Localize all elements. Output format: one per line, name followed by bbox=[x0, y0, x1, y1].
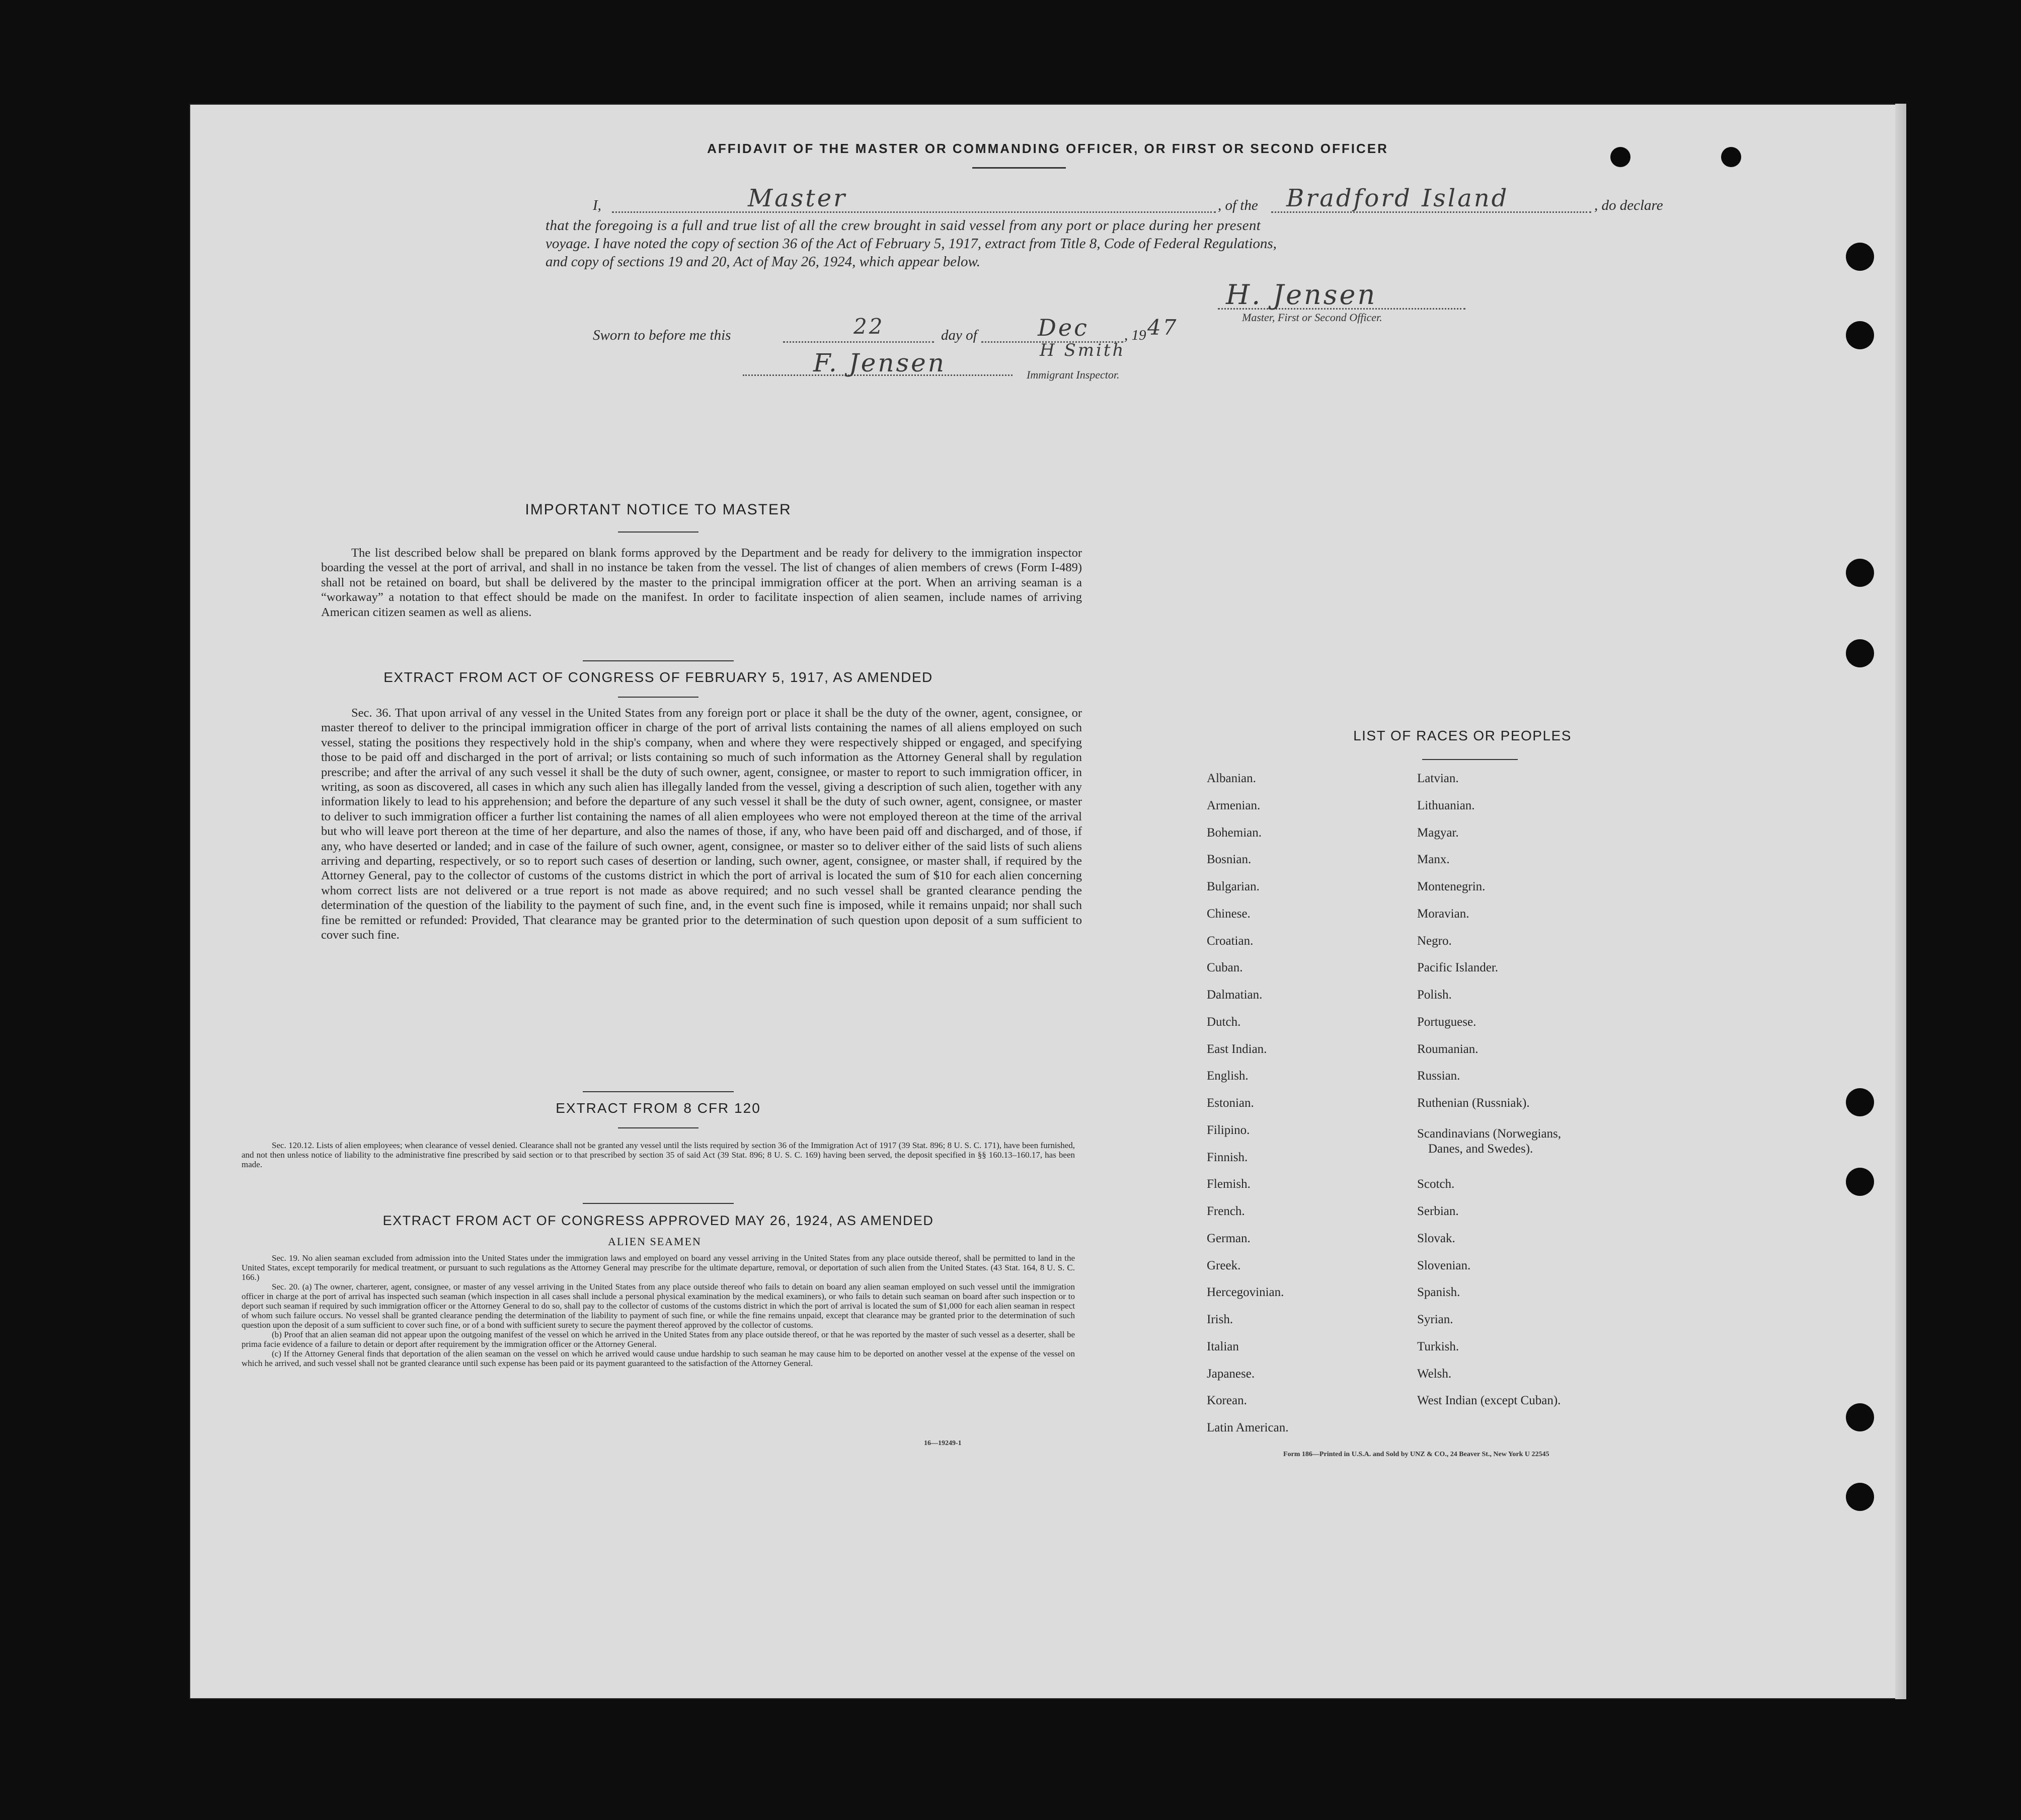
race-item: French. bbox=[1207, 1204, 1245, 1218]
title-rule bbox=[972, 167, 1066, 169]
extract-8cfr-text: Sec. 120.12. Lists of alien employees; when clearance of vessel denied. Clearance shall not be granted any vessel until the lists required by section 36 of the Immigration Act of 1917 (39 Stat. 896; 8 U. S. C. 171), have been furnished, and not then unless notice of liability to the administrative fine prescribed by said section or to that prescribed by section 35 of said Act (39 Stat. 896; 8 U. S. C. 169) having been served, the deposit specified in §§ 160.13–160.17, has been made. bbox=[242, 1141, 1075, 1169]
master-caption: Master, First or Second Officer. bbox=[1242, 311, 1382, 324]
extract-1924-title: EXTRACT FROM ACT OF CONGRESS APPROVED MAY 26, 1924, AS AMENDED bbox=[382, 1213, 934, 1228]
race-item: Greek. bbox=[1207, 1259, 1241, 1272]
race-item: Moravian. bbox=[1417, 907, 1469, 921]
day-line bbox=[783, 341, 934, 343]
race-item: Syrian. bbox=[1417, 1313, 1453, 1326]
race-item: Roumanian. bbox=[1417, 1042, 1479, 1056]
affidavit-line-3: voyage. I have noted the copy of section 36 of the Act of February 5, 1917, extract from Title 8, Code of Federal Regulations, bbox=[546, 236, 1277, 252]
race-item: Serbian. bbox=[1417, 1204, 1459, 1218]
extract-8cfr-title: EXTRACT FROM 8 CFR 120 bbox=[556, 1100, 761, 1116]
race-item: English. bbox=[1207, 1069, 1249, 1083]
punch-hole bbox=[1846, 243, 1874, 271]
notice-body: The list described below shall be prepared on blank forms approved by the Department and be ready for delivery to the immigration inspector boarding the vessel at the port of arrival, and shall in no instance be taken from the vessel. The list of changes of alien members of crews (Form I-489) shall not be retained on board, but shall be delivered by the master to the principal immigration officer at the port. When an arriving seaman is a “workaway” a notation to that effect should be made on the manifest. In order to facilitate inspection of alien seamen, include names of arriving American citizen seamen as well as aliens. bbox=[321, 546, 1082, 619]
race-item: Danes, and Swedes). bbox=[1428, 1142, 1533, 1156]
affidavit-i-label: I, bbox=[593, 197, 601, 213]
affidavit-title: AFFIDAVIT OF THE MASTER OR COMMANDING OFFICER, OR FIRST OR SECOND OFFICER bbox=[707, 141, 1388, 156]
race-item: Welsh. bbox=[1417, 1367, 1452, 1381]
race-item: Polish. bbox=[1417, 988, 1452, 1002]
extract-1917-title: EXTRACT FROM ACT OF CONGRESS OF FEBRUARY 5, 1917, AS AMENDED bbox=[383, 669, 933, 685]
race-item: Bosnian. bbox=[1207, 853, 1252, 866]
race-item: Armenian. bbox=[1207, 799, 1261, 812]
extract-1924-sec19: Sec. 19. No alien seaman excluded from admission into the United States under the immigration laws and employed on board any vessel arriving in the United States from any place outside thereof, shall be permitted to land in the United States, except temporarily for medical treatment, or pursuant to such regulations as the Attorney General may prescribe for the ultimate departure, removal, or deportation of such alien from the United States. (43 Stat. 164, 8 U. S. C. 166.) bbox=[242, 1253, 1075, 1282]
race-item: Hercegovinian. bbox=[1207, 1285, 1284, 1299]
extract-1917-end-rule bbox=[583, 1091, 734, 1092]
races-rule bbox=[1422, 759, 1518, 760]
month-field[interactable]: Dec bbox=[1038, 314, 1089, 341]
extract-1924-code: 16—19249-1 bbox=[924, 1439, 962, 1447]
day-of-label: day of bbox=[941, 327, 977, 343]
notice-end-rule bbox=[583, 660, 734, 661]
inspector-initials: H Smith bbox=[1040, 340, 1126, 360]
punch-hole bbox=[1846, 1168, 1874, 1196]
race-item: Lithuanian. bbox=[1417, 799, 1475, 812]
vessel-name-field[interactable]: Bradford Island bbox=[1286, 184, 1509, 212]
races-title: LIST OF RACES OR PEOPLES bbox=[1353, 728, 1572, 743]
race-item: Japanese. bbox=[1207, 1367, 1255, 1381]
master-signature: H. Jensen bbox=[1226, 279, 1377, 311]
do-declare-label: , do declare bbox=[1594, 197, 1663, 213]
race-item: Turkish. bbox=[1417, 1340, 1459, 1353]
race-item: Portuguese. bbox=[1417, 1015, 1476, 1029]
inspector-caption: Immigrant Inspector. bbox=[1027, 368, 1120, 381]
race-item: Negro. bbox=[1417, 934, 1452, 948]
of-the-label: , of the bbox=[1218, 197, 1258, 213]
extract-1917-rule bbox=[618, 697, 698, 698]
race-item: Latin American. bbox=[1207, 1421, 1289, 1434]
race-item: Pacific Islander. bbox=[1417, 961, 1499, 974]
race-item: Bulgarian. bbox=[1207, 880, 1260, 893]
race-item: Bohemian. bbox=[1207, 826, 1262, 840]
race-item: Ruthenian (Russniak). bbox=[1417, 1096, 1530, 1110]
race-item: Albanian. bbox=[1207, 772, 1256, 785]
extract-1924-subtitle: ALIEN SEAMEN bbox=[608, 1235, 702, 1248]
race-item: Manx. bbox=[1417, 853, 1450, 866]
extract-8cfr-body bbox=[242, 1141, 1075, 1169]
race-item: Slovak. bbox=[1417, 1232, 1455, 1245]
document-page bbox=[189, 104, 1906, 1699]
extract-1924-sec20c: (c) If the Attorney General finds that deportation of the alien seaman on the vessel on which he arrived would cause undue hardship to such seaman he may cause him to be deported on another vessel at the expense of the vessel on which he arrived, and such vessel shall not be granted clearance until such expense has been paid or its payment guaranteed to the satisfaction of the Attorney General. bbox=[242, 1349, 1075, 1368]
race-item: Cuban. bbox=[1207, 961, 1243, 974]
affidavit-line-2: that the foregoing is a full and true list of all the crew brought in said vessel from any port or place during her present bbox=[546, 217, 1261, 234]
race-item: West Indian (except Cuban). bbox=[1417, 1394, 1561, 1407]
extract-1924-sec20a: Sec. 20. (a) The owner, charterer, agent, consignee, or master of any vessel arriving in the United States from any place outside thereof who fails to detain on board any alien seaman employed on such vessel until the immigration officer in charge at the port of arrival has inspected such seaman (which inspection in all cases shall include a personal physical examination by the medical examiners), or who fails to detain such seaman on board after such inspection or to deport such seaman if required by such immigration officer or the Attorney General to do so, shall pay to the collector of customs of the customs district in which the port of arrival is located the sum of $1,000 for each alien seaman in respect of whom such failure occurs. No vessel shall be granted clearance pending the determination of the liability to payment of such fine, or while the fine remains unpaid, except that clearance may be granted prior to the determination of such question upon the deposit of a sum sufficient to cover such fine, or of a bond with sufficient surety to secure the payment thereof approved by the collector of customs. bbox=[242, 1282, 1075, 1330]
page-edge bbox=[1895, 104, 1906, 1699]
extract-1917-body: Sec. 36. That upon arrival of any vessel in the United States from any foreign port or place it shall be the duty of the owner, agent, consignee, or master thereof to deliver to the principal immigration officer in charge of the port of arrival lists containing the names of all aliens employed on such vessel, stating the positions they respectively hold in the ship's company, when and where they were respectively shipped or engaged, and specifying those to be paid off and discharged in the port of arrival; or lists containing so much of such information as the Attorney General shall by regulation prescribe; and after the arrival of any such vessel it shall be the duty of such owner, agent, consignee, or master to report to such immigration officer, in writing, as soon as discovered, all cases in which any such alien has illegally landed from the vessel, giving a description of such alien, together with any information likely to lead to his apprehension; and before the departure of any such vessel it shall be the duty of such owner, agent, consignee, or master to deliver to such immigration officer a further list containing the names of all alien employees who were not employed thereon at the time of the arrival but who will leave port thereon at the time of her departure, and also the names of those, if any, who have been paid off and discharged, and of those, if any, who have deserted or landed; and in case of the failure of such owner, agent, consignee, or master so to deliver either of the said lists of such aliens arriving and departing, respectively, or so to report such cases of desertion or landing, such owner, agent, consignee, or master shall, if required by the Attorney General, pay to the collector of customs of the customs district in which the port of arrival is located the sum of $10 for each alien concerning whom correct lists are not delivered or a true report is not made as above required; and no such vessel shall be granted clearance pending the determination of the question of the liability to the payment of such fine, and, in the event such fine is imposed, while it remains unpaid; nor shall such fine be remitted or refunded: Provided, That clearance may be granted prior to the determination of such question upon deposit of a sum sufficient to cover such fine. bbox=[321, 706, 1082, 942]
day-field[interactable]: 22 bbox=[853, 314, 885, 339]
race-item: Spanish. bbox=[1417, 1285, 1460, 1299]
race-item: Dutch. bbox=[1207, 1015, 1241, 1029]
punch-hole bbox=[1846, 559, 1874, 587]
race-item: Flemish. bbox=[1207, 1177, 1251, 1191]
extract-1924-sec20b: (b) Proof that an alien seaman did not appear upon the outgoing manifest of the vessel on which he arrived in the United States from any place outside thereof, or that he was reported by the master of such vessel as a deserter, shall be prima facie evidence of a failure to detain or deport after requirement by the immigration officer or the Attorney General. bbox=[242, 1330, 1075, 1349]
sworn-label: Sworn to before me this bbox=[593, 327, 731, 343]
race-item: Finnish. bbox=[1207, 1151, 1248, 1164]
notice-rule bbox=[618, 532, 698, 533]
inspector-signature: F. Jensen bbox=[813, 348, 946, 377]
extract-8cfr-end-rule bbox=[583, 1203, 734, 1204]
race-item: Russian. bbox=[1417, 1069, 1460, 1083]
extract-1924-body bbox=[242, 1253, 1075, 1368]
race-item: East Indian. bbox=[1207, 1042, 1267, 1056]
race-item: Dalmatian. bbox=[1207, 988, 1263, 1002]
name-line bbox=[612, 211, 1216, 213]
punch-hole bbox=[1846, 639, 1874, 667]
extract-8cfr-rule bbox=[618, 1127, 698, 1128]
year-prefix: , 19 bbox=[1124, 327, 1146, 343]
race-item: Irish. bbox=[1207, 1313, 1233, 1326]
punch-hole bbox=[1846, 1088, 1874, 1116]
race-item: Scandinavians (Norwegians, bbox=[1417, 1127, 1562, 1141]
notice-title: IMPORTANT NOTICE TO MASTER bbox=[525, 501, 792, 518]
master-name-field[interactable]: Master bbox=[748, 184, 847, 212]
race-item: German. bbox=[1207, 1232, 1251, 1245]
race-item: Italian bbox=[1207, 1340, 1239, 1353]
year-field[interactable]: 47 bbox=[1147, 315, 1179, 340]
race-item: Korean. bbox=[1207, 1394, 1247, 1407]
race-item: Latvian. bbox=[1417, 772, 1459, 785]
race-item: Magyar. bbox=[1417, 826, 1459, 840]
punch-hole bbox=[1846, 321, 1874, 349]
punch-hole bbox=[1846, 1403, 1874, 1431]
race-item: Filipino. bbox=[1207, 1123, 1250, 1137]
affidavit-line-4: and copy of sections 19 and 20, Act of May 26, 1924, which appear below. bbox=[546, 254, 980, 270]
punch-hole bbox=[1846, 1483, 1874, 1511]
race-item: Chinese. bbox=[1207, 907, 1251, 921]
race-item: Estonian. bbox=[1207, 1096, 1254, 1110]
race-item: Scotch. bbox=[1417, 1177, 1455, 1191]
form-footer: Form 186—Printed in U.S.A. and Sold by UNZ & CO., 24 Beaver St., New York U 22545 bbox=[1283, 1451, 1549, 1458]
race-item: Slovenian. bbox=[1417, 1259, 1471, 1272]
race-item: Croatian. bbox=[1207, 934, 1254, 948]
race-item: Montenegrin. bbox=[1417, 880, 1486, 893]
